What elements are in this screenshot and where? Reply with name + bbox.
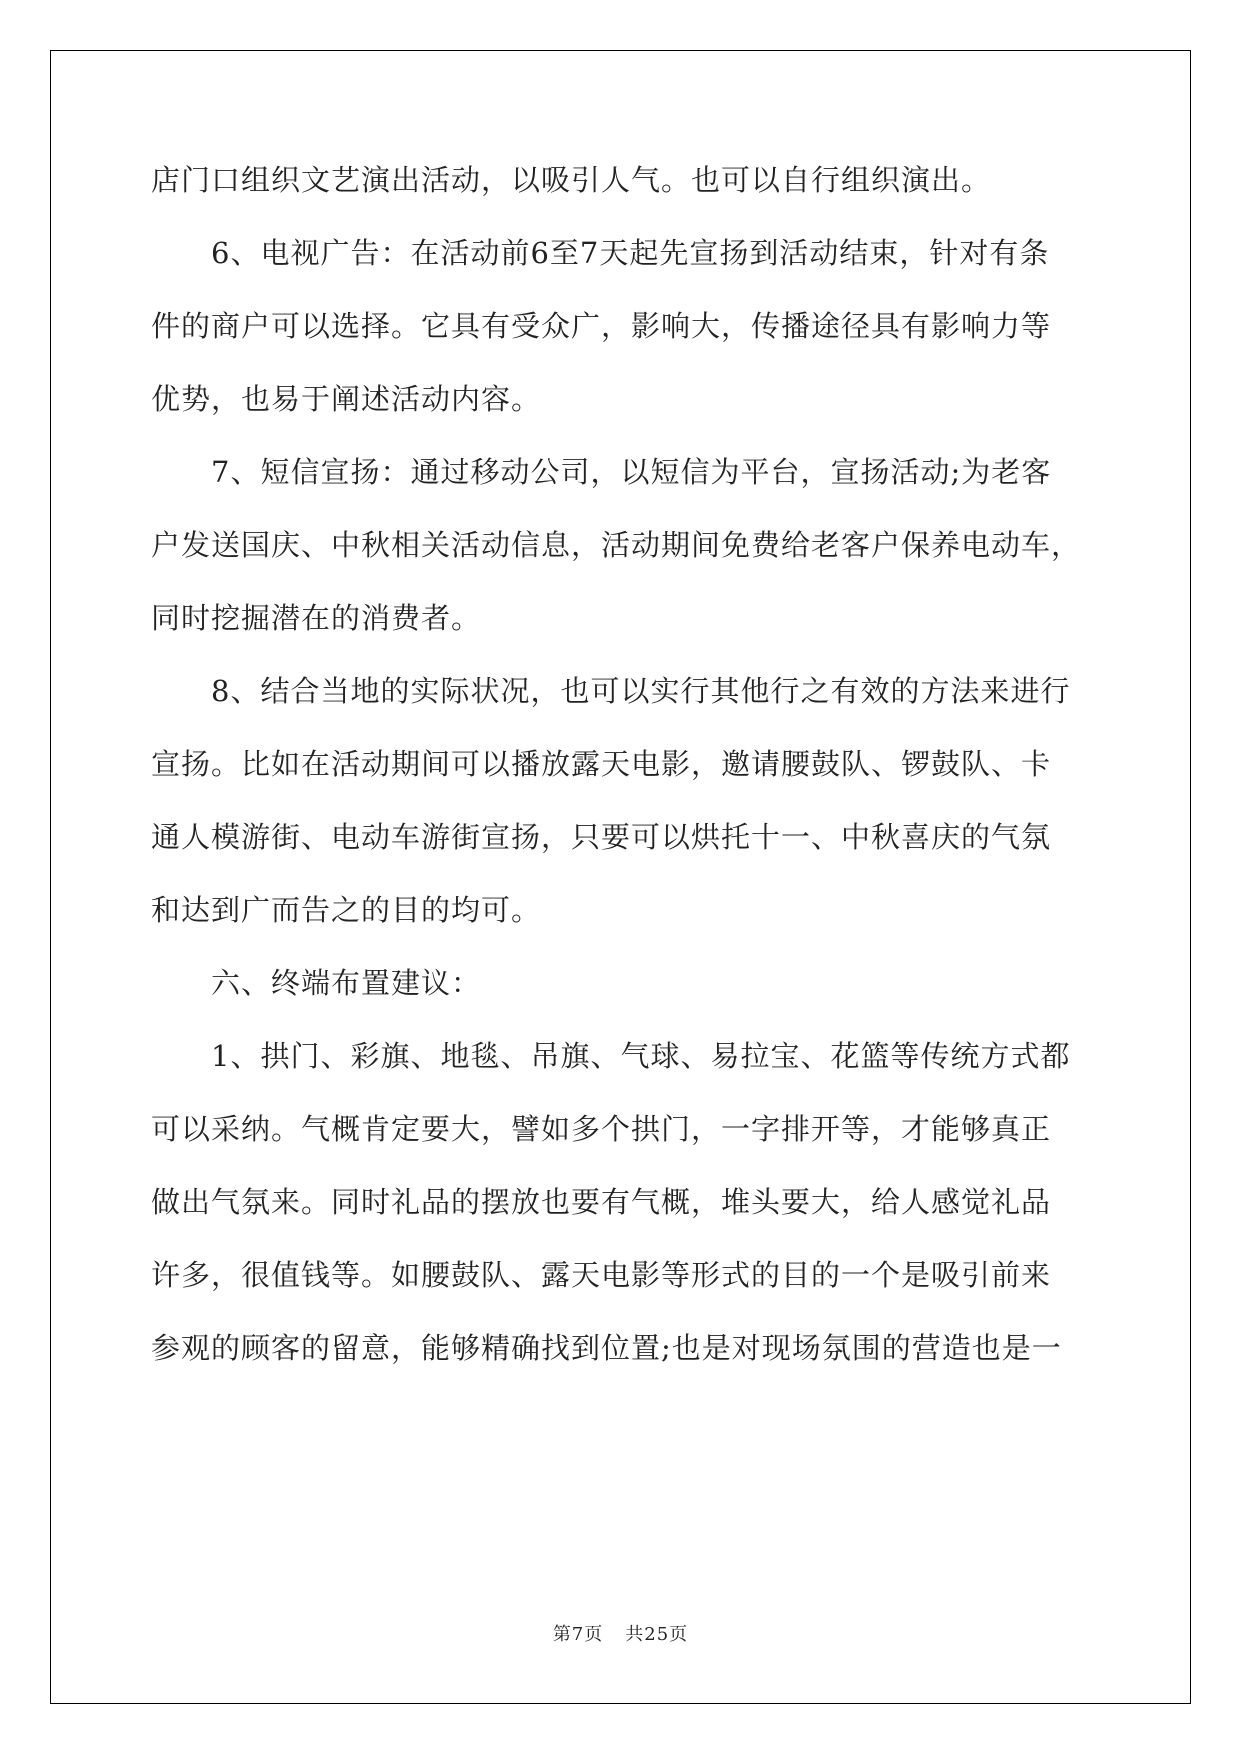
text-line: 许多，很值钱等。如腰鼓队、露天电影等形式的目的一个是吸引前来 bbox=[151, 1258, 1052, 1292]
text-line: 店门口组织文艺演出活动，以吸引人气。也可以自行组织演出。 bbox=[151, 163, 992, 197]
text-line: 同时挖掘潜在的消费者。 bbox=[151, 601, 482, 635]
text-line: 做出气氛来。同时礼品的摆放也要有气概，堆头要大，给人感觉礼品 bbox=[151, 1185, 1052, 1219]
text-line: 宣扬。比如在活动期间可以播放露天电影，邀请腰鼓队、锣鼓队、卡 bbox=[151, 747, 1052, 781]
text-line: 户发送国庆、中秋相关活动信息，活动期间免费给老客户保养电动车， bbox=[151, 528, 1082, 562]
page-footer bbox=[0, 1620, 1241, 1646]
page-total: 共25页 bbox=[625, 1624, 689, 1645]
text-line: 7、短信宣扬：通过移动公司，以短信为平台，宣扬活动;为老客 bbox=[151, 455, 1052, 489]
page-border bbox=[50, 50, 1191, 1704]
section-heading: 六、终端布置建议： bbox=[151, 966, 482, 1000]
text-line: 和达到广而告之的目的均可。 bbox=[151, 893, 542, 927]
text-line: 可以采纳。气概肯定要大，譬如多个拱门，一字排开等，才能够真正 bbox=[151, 1112, 1052, 1146]
text-line: 1、拱门、彩旗、地毯、吊旗、气球、易拉宝、花篮等传统方式都 bbox=[151, 1039, 1071, 1073]
text-line: 件的商户可以选择。它具有受众广，影响大，传播途径具有影响力等 bbox=[151, 309, 1052, 343]
page-number: 第7页 bbox=[552, 1624, 604, 1645]
text-line: 通人模游街、电动车游街宣扬，只要可以烘托十一、中秋喜庆的气氛 bbox=[151, 820, 1052, 854]
text-line: 6、电视广告：在活动前6至7天起先宣扬到活动结束，针对有条 bbox=[151, 236, 1050, 270]
text-line: 优势，也易于阐述活动内容。 bbox=[151, 382, 542, 416]
text-line: 8、结合当地的实际状况，也可以实行其他行之有效的方法来进行 bbox=[151, 674, 1071, 708]
text-line: 参观的顾客的留意，能够精确找到位置;也是对现场氛围的营造也是一 bbox=[151, 1331, 1062, 1365]
